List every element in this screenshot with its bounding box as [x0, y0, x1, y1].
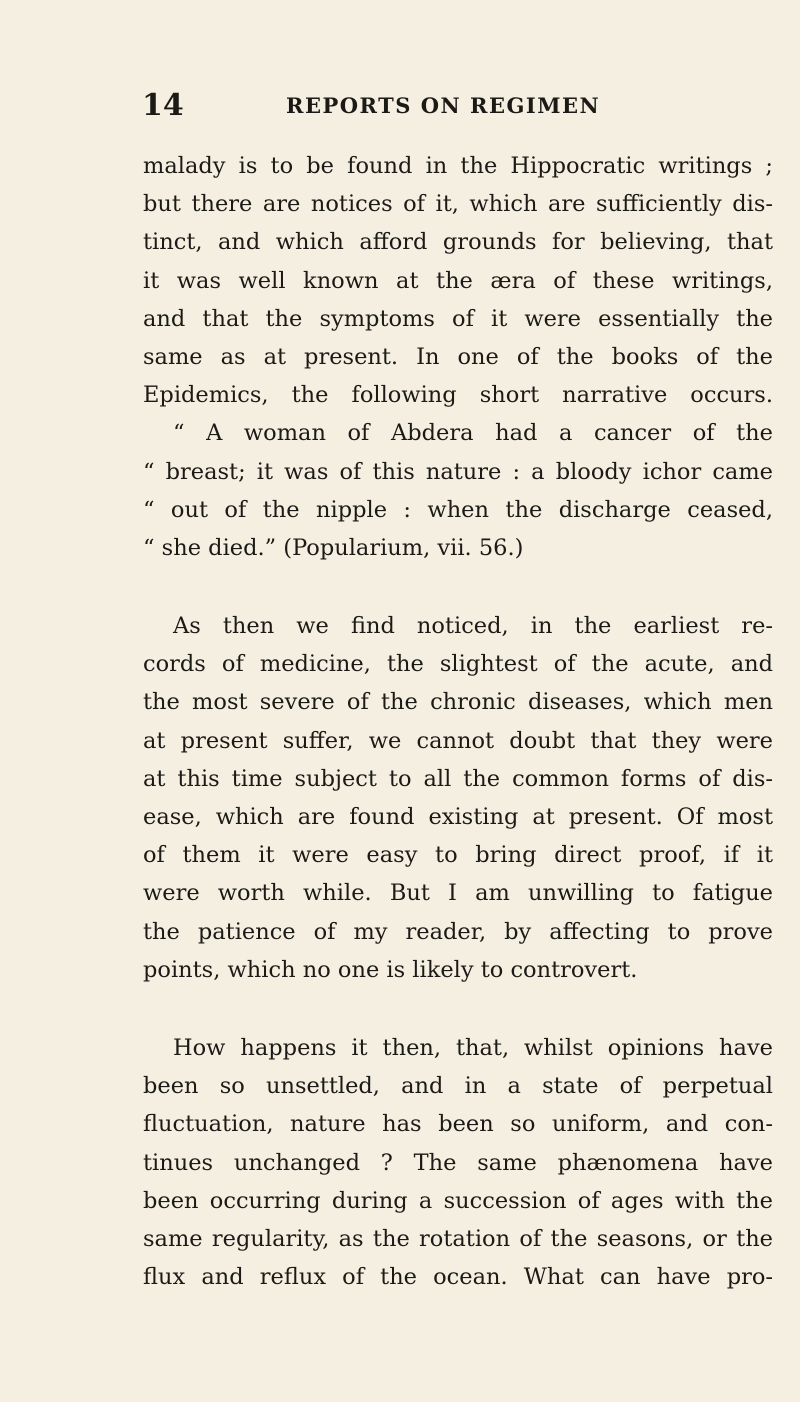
- text-line: flux and reflux of the ocean. What can have pro-: [143, 1264, 773, 1291]
- text-line: “ breast; it was of this nature : a bloody ichor came: [143, 458, 773, 485]
- text-line: fluctuation, nature has been so uniform, and con-: [143, 1111, 773, 1138]
- text-line: ease, which are found existing at present. Of most: [143, 804, 773, 830]
- text-line: “ A woman of Abdera had a cancer of the: [173, 420, 773, 447]
- text-line: at this time subject to all the common forms of dis-: [143, 765, 773, 792]
- text-line: cords of medicine, the slightest of the acute, and: [143, 651, 773, 678]
- text-line: “ out of the nipple : when the discharge ceased,: [143, 496, 773, 523]
- running-title: REPORTS ON REGIMEN: [286, 93, 601, 118]
- text-line: at present suffer, we cannot doubt that they were: [143, 727, 773, 754]
- paragraph-earliest-records: [143, 607, 773, 989]
- text-line: been occurring during a succession of ages with the: [143, 1187, 773, 1214]
- text-line: tinct, and which afford grounds for believing, that: [143, 229, 773, 256]
- text-line: the most severe of the chronic diseases, which men: [143, 689, 773, 716]
- text-line: were worth while. But I am unwilling to fatigue: [143, 880, 773, 907]
- running-head: [142, 86, 772, 126]
- text-line: “ she died.” (Popularium, vii. 56.): [143, 534, 524, 561]
- text-line: same regularity, as the rotation of the seasons, or the: [143, 1225, 773, 1252]
- paragraph-how-happens: [143, 1029, 773, 1296]
- paragraph-gap: [143, 567, 773, 607]
- text-line: the patience of my reader, by affecting to prove: [143, 918, 773, 945]
- text-line: it was well known at the æra of these writings,: [143, 267, 773, 294]
- text-line: been so unsettled, and in a state of perpetual: [143, 1073, 773, 1100]
- text-line: As then we find noticed, in the earliest re-: [173, 613, 773, 640]
- text-line: malady is to be found in the Hippocratic writings ;: [143, 153, 773, 179]
- text-line: of them it were easy to bring direct proof, if it: [143, 842, 773, 869]
- text-line: and that the symptoms of it were essentially the: [143, 305, 773, 332]
- paragraph-hippocratic: [143, 147, 773, 414]
- paragraph-quotation: [143, 414, 773, 567]
- paragraph-gap: [143, 989, 773, 1029]
- text-line: How happens it then, that, whilst opinions have: [173, 1034, 773, 1061]
- text-line: tinues unchanged ? The same phænomena have: [143, 1149, 773, 1176]
- text-line: but there are notices of it, which are sufficiently dis-: [143, 191, 773, 218]
- text-line: same as at present. In one of the books of the: [143, 343, 773, 370]
- body-text: [143, 147, 773, 1296]
- page-number: 14: [142, 88, 184, 123]
- text-line: points, which no one is likely to controvert.: [143, 956, 638, 983]
- text-line: Epidemics, the following short narrative occurs.: [143, 382, 773, 409]
